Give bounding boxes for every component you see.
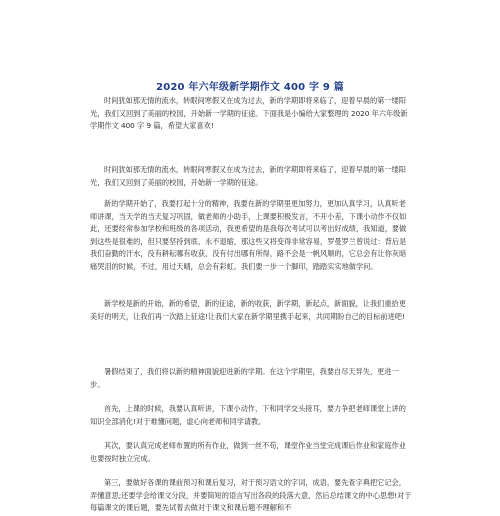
- paragraph-second: 其次，要认真完成老师布置的所有作业，做到一丝不苟，课堂作业当堂完成课后作业和家庭作业也要按时独立完成。: [90, 441, 406, 463]
- paragraph-opening: 时间犹如那无情的流水，转眼间寒假又在成为过去，新的学期即将来临了，迎着早晨的第一缕阳光，我们又回到了美丽的校园，开始新一学期的征途。: [90, 165, 406, 187]
- paragraph-closing: 新学校是新的开始，新的希望，新的征途，新的收获，新学期，新起点，新面貌，让我们重拾更美好的明天，让我们再一次踏上征途!让我们大家在新学期里携手起来，共同期盼自己的目标前进吧!: [90, 299, 406, 321]
- paragraph-first: 首先，上课的时候，我要认真听讲，下课小动作，下和同学交头接耳，要力争把老师课堂上讲的知识全部消化!对于难懂问题，虚心向老师和同学请教。: [90, 404, 406, 426]
- paragraph-third: 第三，要做好各课的课前预习和课后复习，对于预习语文的字词，成语，要先查字典把它记会，弄懂意思;还要学会给课文分段，并要简短的语言写出各段的段落大意，然后总结课文的中心思想!对于每篇课文的课后题，要先试着去做对于课文和课后题不理解和不: [90, 478, 412, 512]
- paragraph-summer-end: 暑假结束了，我们将以新的精神面貌迎进新的学期。在这个学期里，我要自尽天异失，更进一步。: [90, 367, 399, 389]
- paragraph-plan: 新的学期开始了，我要打起十分的精神，我要在新的学期里更加努力，更加认真学习，认真听老师讲课，当天学的当天复习巩固，做老师的小助手，上课要积极发言，不开小差，下课小动作不仅如此，还要经常参加学校和班级的各项活动，我更希望的是我每次考试可以考出好成绩，我知道，要做到这些是很难的，但只要坚持到底，永不退缩，那这些又将变得非常容易，罗曼罗兰曾说过：背后是我们奋勤的汗水，没有耕耘哪有收获，没有付出哪有所得，路不会是一帆风顺的，它总会有让你灰暗痛哭泪的时候，不过，用过天晴，总会有彩虹。我们要一步一个脚印，踏踏实实地做学问。: [90, 199, 407, 271]
- paragraph-intro: 时间犹如那无情的流水，转眼间寒假又在成为过去，新的学期即将来临了，迎着早晨的第一缕阳光，我们又回到了美丽的校园，开始新一学期的征途。下面我是小编给大家整理的 2020 年六年级新学期作文 400 字 9 篇，希望大家喜欢!: [90, 96, 408, 130]
- document-title: 2020 年六年级新学期作文 400 字 9 篇: [156, 82, 344, 93]
